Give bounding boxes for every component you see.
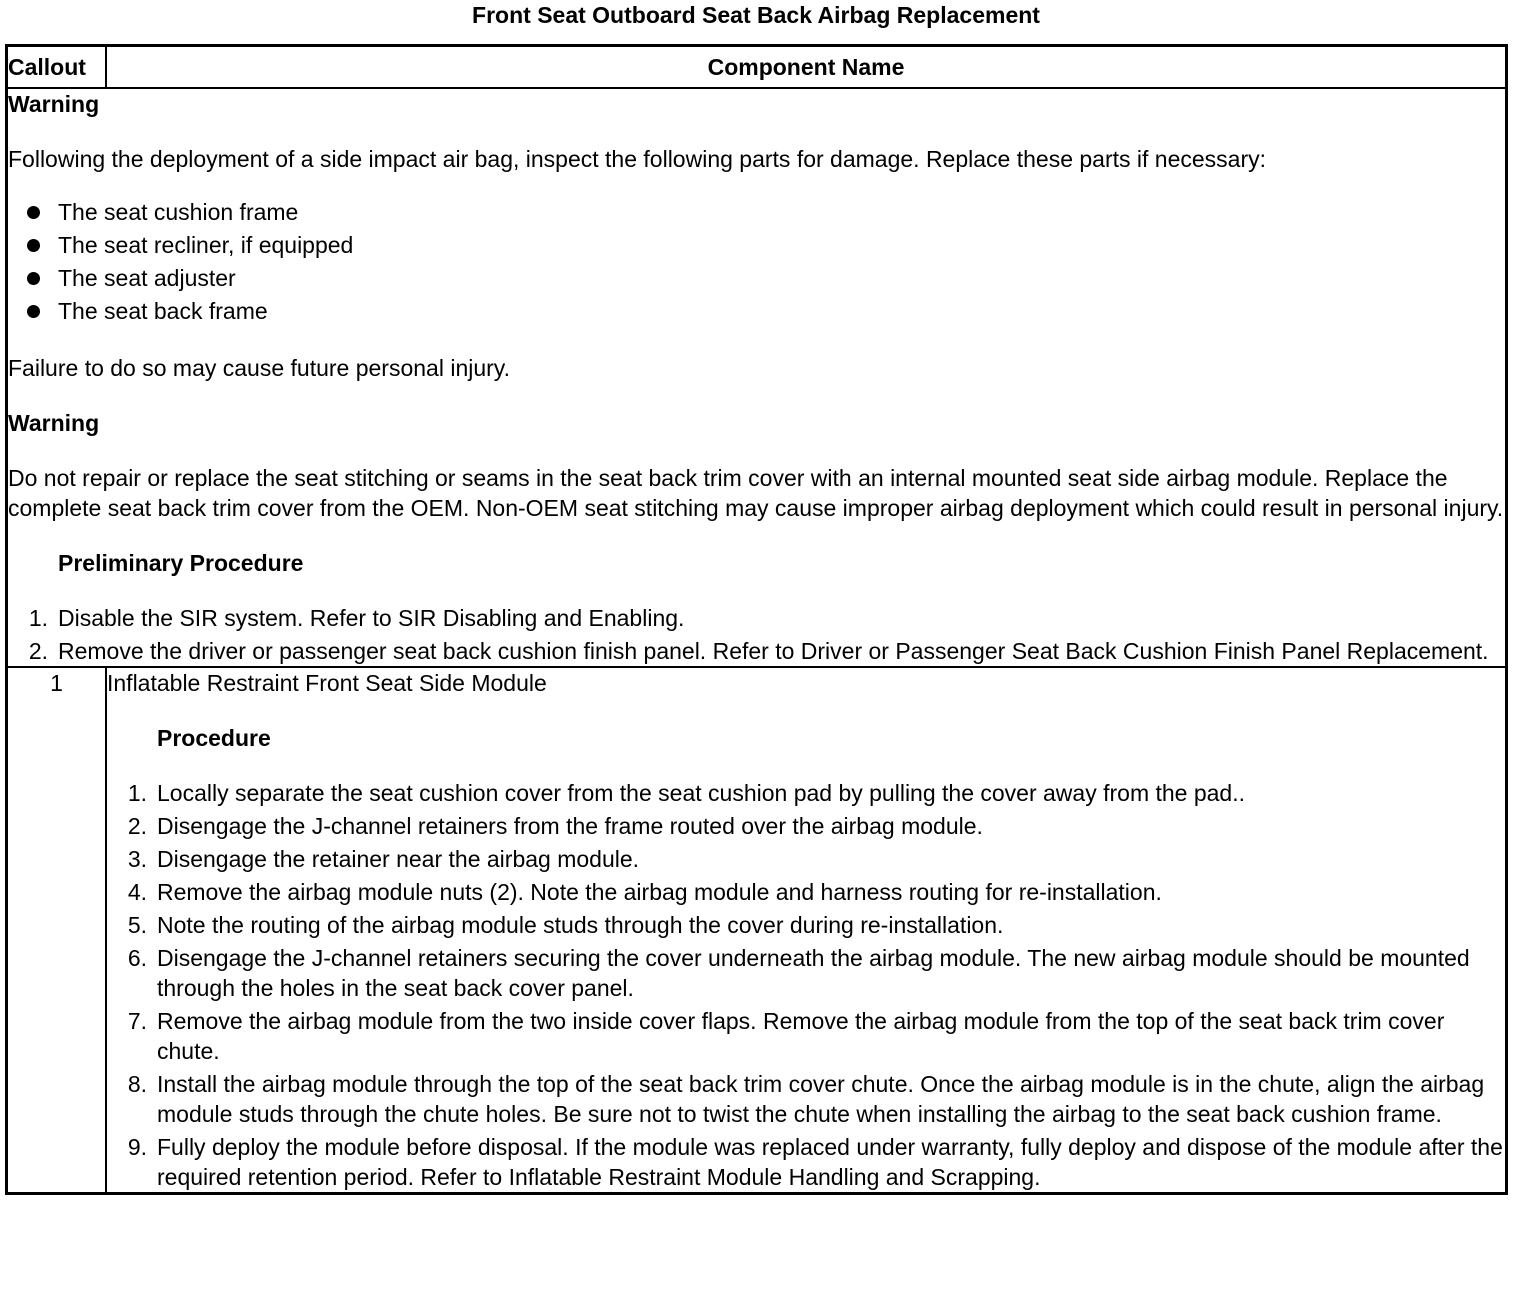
page-title: Front Seat Outboard Seat Back Airbag Replacement [472, 2, 1040, 28]
table-row [7, 667, 1507, 1194]
list-item: The seat cushion frame [8, 196, 1505, 229]
component-name: Inflatable Restraint Front Seat Side Module [107, 670, 547, 696]
preliminary-row [7, 88, 1507, 667]
list-item: The seat back frame [8, 295, 1505, 328]
list-item: 1. Locally separate the seat cushion cover from the seat cushion pad by pulling the cover away from the pad.. [127, 780, 1246, 806]
bullet-icon [27, 272, 40, 285]
callout-number: 1 [7, 667, 107, 1194]
list-item: The seat adjuster [8, 262, 1505, 295]
warning-heading: Warning [8, 410, 100, 436]
procedure-heading: Procedure [157, 725, 271, 751]
table-header-row [7, 46, 1507, 89]
component-table [5, 44, 1508, 1195]
bullet-icon [27, 239, 40, 252]
bullet-icon [27, 206, 40, 219]
warning-footer: Failure to do so may cause future personal injury. [8, 355, 510, 381]
list-item: 1. Disable the SIR system. Refer to SIR Disabling and Enabling. [28, 605, 685, 631]
list-item: 8. Install the airbag module through the top of the seat back trim cover chute. Once the airbag module is in the chute, align the airbag module studs through the chute holes. Be sure not to twist the chute when installing the airbag to the seat back cushion frame. [127, 1071, 1485, 1127]
procedure-steps [107, 778, 1505, 1192]
header-component-name: Component Name [106, 46, 1507, 89]
preliminary-procedure-heading: Preliminary Procedure [58, 550, 304, 576]
list-item: 9. Fully deploy the module before disposal. If the module was replaced under warranty, fully deploy and dispose of the module after the required retention period. Refer to Inflatable Restraint Module Handling and Scrapping. [127, 1134, 1503, 1190]
bullet-icon [27, 305, 40, 318]
list-item: 3. Disengage the retainer near the airbag module. [127, 846, 640, 872]
list-item: 7. Remove the airbag module from the two inside cover flaps. Remove the airbag module from the top of the seat back trim cover chute. [127, 1008, 1445, 1064]
list-item: 4. Remove the airbag module nuts (2). Note the airbag module and harness routing for re-installation. [127, 879, 1162, 905]
list-item: 5. Note the routing of the airbag module studs through the cover during re-installation. [127, 912, 1004, 938]
header-callout: Callout [7, 46, 107, 89]
list-item: 2. Disengage the J-channel retainers from the frame routed over the airbag module. [127, 813, 983, 839]
warning-text: Do not repair or replace the seat stitching or seams in the seat back trim cover with an internal mounted seat side airbag module. Replace the complete seat back trim cover from the OEM. Non-OEM seat stitching may cause improper airbag deployment which could result in personal injury. [8, 465, 1504, 521]
list-item: 2. Remove the driver or passenger seat back cushion finish panel. Refer to Driver or Passenger Seat Back Cushion Finish Panel Replacement. [28, 638, 1489, 664]
warning-text: Following the deployment of a side impact air bag, inspect the following parts for damage. Replace these parts if necessary: [8, 146, 1267, 172]
preliminary-steps [8, 603, 1505, 666]
list-item: 6. Disengage the J-channel retainers securing the cover underneath the airbag module. The new airbag module should be mounted through the holes in the seat back cover panel. [127, 945, 1470, 1001]
list-item: The seat recliner, if equipped [8, 229, 1505, 262]
preliminary-cell [7, 88, 1507, 667]
warning-heading: Warning [8, 91, 100, 117]
inspection-list [8, 196, 1505, 328]
component-cell [106, 667, 1507, 1194]
